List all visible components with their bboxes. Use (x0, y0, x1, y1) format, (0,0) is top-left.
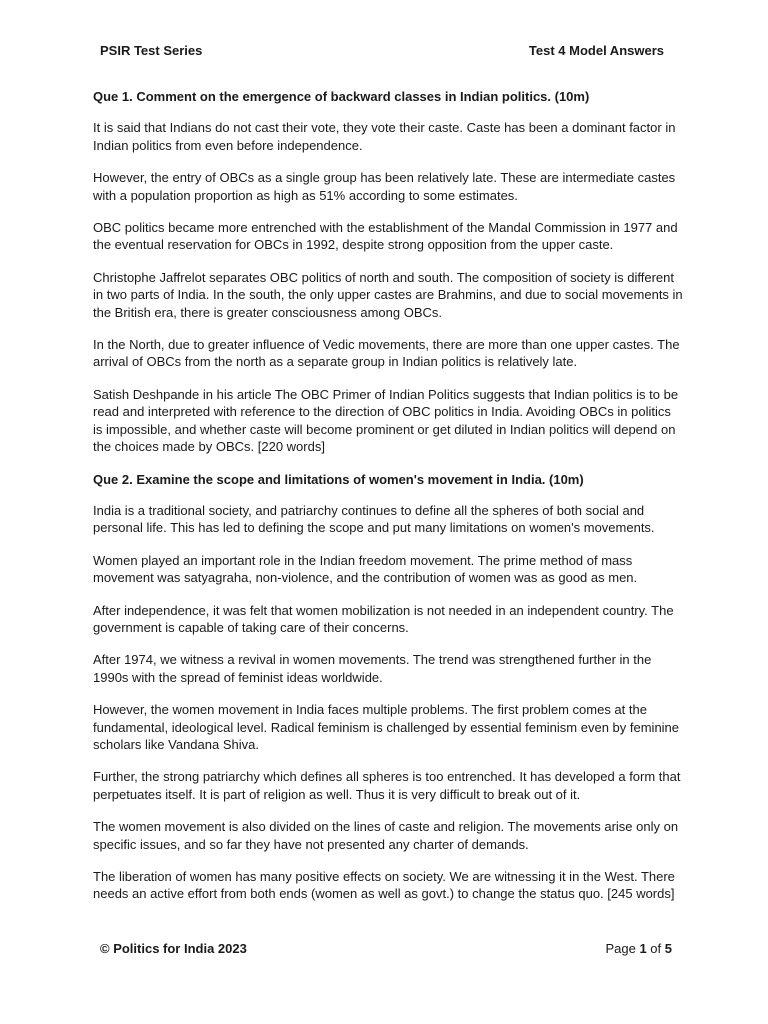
question-2-paragraph: After 1974, we witness a revival in women movements. The trend was strengthened further in the 1990s with the spread of feminist ideas worldwide. (93, 652, 652, 685)
question-1-paragraph: It is said that Indians do not cast their vote, they vote their caste. Caste has been a dominant factor in Indian politics from even before independence. (93, 120, 676, 153)
page-current: 1 (639, 941, 647, 956)
question-2-heading: Que 2. Examine the scope and limitations of women's movement in India. (10m) (93, 471, 584, 487)
footer-copyright: © Politics for India 2023 (100, 941, 247, 956)
page-of: of (650, 941, 662, 956)
page-content (93, 88, 683, 918)
question-2-paragraph: The liberation of women has many positive effects on society. We are witnessing it in the West. There needs an active effort from both ends (women as well as govt.) to change the status quo. [245 words] (93, 869, 675, 902)
header-series-title: PSIR Test Series (100, 43, 203, 58)
question-1-paragraph: Christophe Jaffrelot separates OBC politics of north and south. The composition of society is different in two parts of India. In the south, the only upper castes are Brahmins, and due to social movements in the British era, there is greater consciousness among OBCs. (93, 269, 683, 320)
page-footer (100, 940, 672, 958)
question-2-paragraph: The women movement is also divided on the lines of caste and religion. The movements arise only on specific issues, and so far they have not presented any charter of demands. (93, 819, 679, 852)
question-2-paragraph: However, the women movement in India faces multiple problems. The first problem comes at the fundamental, ideological level. Radical feminism is challenged by essential feminism even by feminine scholars like Vandana Shiva. (93, 702, 680, 752)
question-2-paragraph: Women played an important role in the Indian freedom movement. The prime method of mass movement was satyagraha, non-violence, and the contribution of women was as good as men. (93, 552, 638, 586)
question-2-paragraph: After independence, it was felt that women mobilization is not needed in an independent country. The government is capable of taking care of their concerns. (93, 602, 674, 635)
question-1-paragraph: However, the entry of OBCs as a single group has been relatively late. These are intermediate castes with a population proportion as high as 51% according to some estimates. (93, 170, 676, 203)
question-1-heading: Que 1. Comment on the emergence of backward classes in Indian politics. (10m) (93, 89, 590, 104)
header-test-title: Test 4 Model Answers (528, 43, 664, 58)
question-2-paragraph: India is a traditional society, and patriarchy continues to define all the spheres of both social and personal life. This has led to defining the scope and put many limitations on women's movements. (93, 502, 655, 536)
question-1-paragraph: Satish Deshpande in his article The OBC Primer of Indian Politics suggests that Indian politics is to be read and interpreted with reference to the direction of OBC politics in India. Avoiding OBCs in politics is impossible, and whether caste will become prominent or get diluted in Indian politics will depend on the choices made by OBCs. [220 words] (93, 386, 679, 455)
question-2-paragraph: Further, the strong patriarchy which defines all spheres is too entrenched. It has developed a form that perpetuates itself. It is part of religion as well. Thus it is very difficult to break out of it. (93, 769, 681, 802)
page-header (100, 42, 664, 60)
page-word: Page (605, 941, 636, 956)
question-1-paragraph: OBC politics became more entrenched with the establishment of the Mandal Commission in 1977 and the eventual reservation for OBCs in 1992, despite strong opposition from the upper caste. (93, 220, 678, 253)
page-number (605, 940, 672, 958)
question-1-paragraph: In the North, due to greater influence of Vedic movements, there are more than one upper castes. The arrival of OBCs from the north as a separate group in Indian politics is relatively late. (93, 337, 680, 370)
page-total: 5 (664, 941, 672, 956)
